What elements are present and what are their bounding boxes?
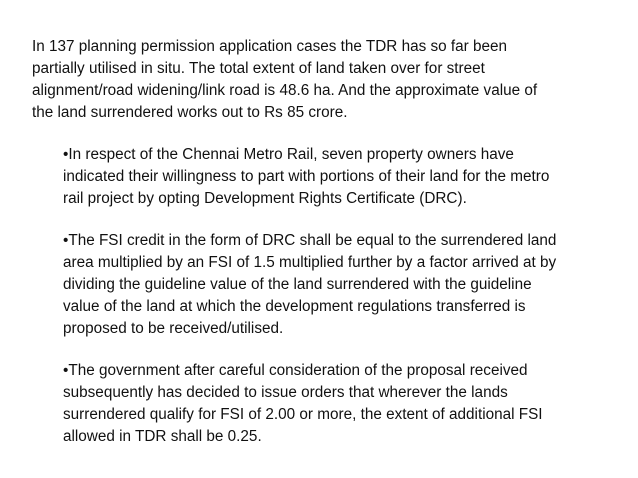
bullet-line: •The FSI credit in the form of DRC shall be equal to the surrendered land: [63, 232, 557, 249]
bullet-line: dividing the guideline value of the land surrendered with the guideline: [63, 276, 532, 293]
bullet-line: indicated their willingness to part with portions of their land for the metro: [63, 168, 550, 185]
bullet-line: •In respect of the Chennai Metro Rail, seven property owners have: [63, 146, 514, 163]
bullet-line: area multiplied by an FSI of 1.5 multiplied further by a factor arrived at by: [63, 254, 557, 271]
intro-line: the land surrendered works out to Rs 85 crore.: [32, 104, 348, 121]
bullet-line: proposed to be received/utilised.: [63, 320, 284, 337]
bullet-line: •The government after careful consideration of the proposal received: [63, 362, 528, 379]
bullet-line: surrendered qualify for FSI of 2.00 or more, the extent of additional FSI: [63, 406, 543, 423]
bullet-line: subsequently has decided to issue orders that wherever the lands: [63, 384, 508, 401]
intro-line: alignment/road widening/link road is 48.6 ha. And the approximate value of: [32, 82, 538, 99]
intro-line: In 137 planning permission application cases the TDR has so far been: [32, 38, 508, 55]
bullet-line: value of the land at which the development regulations transferred is: [63, 298, 526, 315]
intro-line: partially utilised in situ. The total extent of land taken over for street: [32, 60, 485, 77]
bullet-line: allowed in TDR shall be 0.25.: [63, 428, 262, 445]
bullet-line: rail project by opting Development Rights Certificate (DRC).: [63, 190, 467, 207]
